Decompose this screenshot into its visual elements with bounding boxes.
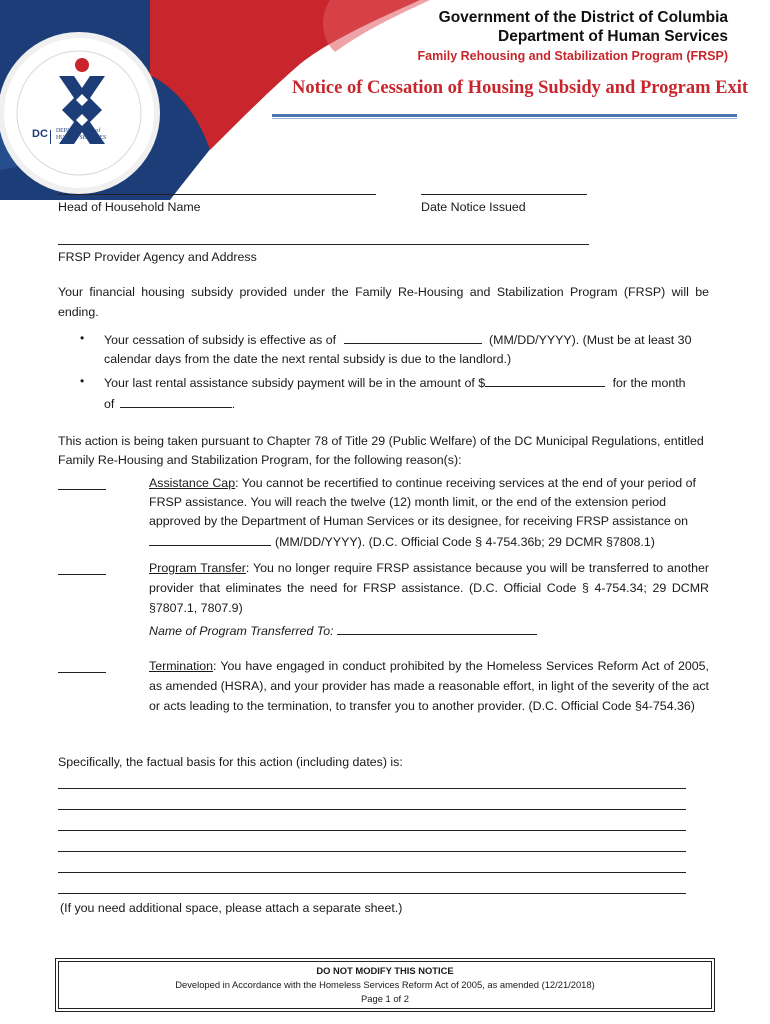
- logo-dept-line1: DEPARTMENT of: [56, 128, 101, 134]
- gov-line: Government of the District of Columbia: [438, 9, 728, 26]
- additional-space-note: (If you need additional space, please attach a separate sheet.): [60, 901, 403, 915]
- reason-termination: [149, 656, 709, 716]
- reason-transfer-checkbox[interactable]: [58, 562, 106, 575]
- cap-end: (MM/DD/YYYY). (D.C. Official Code § 4-754.36b; 29 DCMR §7808.1): [275, 535, 655, 549]
- factual-basis-line-5[interactable]: [58, 860, 686, 873]
- intro-paragraph: Your financial housing subsidy provided under the Family Re-Housing and Stabilization Program (FRSP) will be ending.: [58, 285, 709, 319]
- payment-month-field[interactable]: [120, 393, 232, 408]
- date-notice-label: Date Notice Issued: [421, 200, 526, 214]
- action-paragraph: This action is being taken pursuant to Chapter 78 of Title 29 (Public Welfare) of the DC Municipal Regulations, entitled Family Re-Housing and Stabilization Program, for the following reason(s):: [58, 434, 704, 467]
- reason-assistance-cap: [149, 474, 709, 552]
- reason-termination-checkbox[interactable]: [58, 660, 106, 673]
- term-title: Termination: [149, 659, 214, 673]
- dept-line: Department of Human Services: [498, 28, 728, 45]
- factual-basis-line-6[interactable]: [58, 881, 686, 894]
- factual-basis-line-1[interactable]: [58, 776, 686, 789]
- head-of-household-label: Head of Household Name: [58, 200, 201, 214]
- effective-date-field[interactable]: [344, 329, 482, 344]
- reason-program-transfer: [149, 558, 709, 618]
- cap-title: Assistance Cap: [149, 476, 236, 490]
- bullet2-text-b: for the month: [612, 376, 686, 390]
- bullet-dot-2: •: [80, 374, 85, 388]
- title-rule-thin: [272, 118, 737, 119]
- bullet1-text-a: Your cessation of subsidy is effective as of: [104, 333, 337, 347]
- date-notice-field[interactable]: [421, 182, 587, 195]
- bullet2-text-a: Your last rental assistance subsidy payment will be in the amount of $: [104, 376, 486, 390]
- transfer-name-field[interactable]: [337, 620, 537, 635]
- transfer-text: : You no longer require FRSP assistance because you will be transferred to another provider that eliminates the need for FRSP assistance. (D.C. Official Code § 4-754.34; 29 DCMR §7807.1, 7807.9): [149, 561, 710, 615]
- factual-basis-line-3[interactable]: [58, 818, 686, 831]
- header-agency: [418, 8, 728, 63]
- head-of-household-field[interactable]: [58, 182, 376, 195]
- bullet-last-payment: [104, 372, 714, 414]
- bullet1-text-b: (MM/DD/YYYY). (Must be at least 30: [489, 333, 692, 347]
- provider-agency-label: FRSP Provider Agency and Address: [58, 250, 257, 264]
- footer-page: Page 1 of 2: [361, 993, 409, 1004]
- footer-line2: Developed in Accordance with the Homeless Services Reform Act of 2005, as amended (12/21/2018): [175, 979, 595, 990]
- logo-dept-line2: HUMAN SERVICES: [56, 135, 107, 141]
- program-line: Family Rehousing and Stabilization Program (FRSP): [417, 49, 728, 63]
- title-rule: [272, 114, 737, 117]
- term-text: : You have engaged in conduct prohibited by the Homeless Services Reform Act of 2005, as amended (HSRA), and your provider has made a reasonable effort, in light of the severity of the act or acts leading to the termination, to transfer you to another provider. (D.C. Official Code §4-754.36): [149, 659, 709, 713]
- factual-basis-line-2[interactable]: [58, 797, 686, 810]
- cap-text: : You cannot be recertified to continue receiving services at the end of your period of FRSP assistance. You will reach the twelve (12) month limit, or the end of the extension period approved by the Department of Human Services or its designee, for receiving FRSP assistance on: [149, 476, 696, 528]
- reason-cap-checkbox[interactable]: [58, 477, 106, 490]
- bullet2-period: .: [231, 397, 236, 411]
- cap-date-field[interactable]: [149, 531, 271, 546]
- bullet-effective-date: [104, 329, 714, 369]
- transfer-name-label: Name of Program Transferred To:: [149, 624, 334, 638]
- footer-line1: DO NOT MODIFY THIS NOTICE: [316, 965, 454, 976]
- provider-agency-field[interactable]: [58, 232, 589, 245]
- logo-dc-text: DC: [32, 128, 48, 140]
- bullet-dot-1: •: [80, 331, 85, 345]
- footer-notice-box: [55, 958, 715, 1012]
- factual-basis-line-4[interactable]: [58, 839, 686, 852]
- transfer-name-row: [149, 620, 537, 641]
- bullet2-text-of: of: [104, 397, 115, 411]
- page-title: Notice of Cessation of Housing Subsidy and Program Exit: [292, 78, 749, 98]
- dhs-logo-mark: [4, 38, 154, 188]
- factual-basis-label: Specifically, the factual basis for this action (including dates) is:: [58, 755, 403, 769]
- transfer-title: Program Transfer: [149, 561, 246, 575]
- bullet1-text-c: calendar days from the date the next rental subsidy is due to the landlord.): [104, 352, 512, 366]
- payment-amount-field[interactable]: [485, 372, 605, 387]
- dhs-logo: [4, 38, 154, 188]
